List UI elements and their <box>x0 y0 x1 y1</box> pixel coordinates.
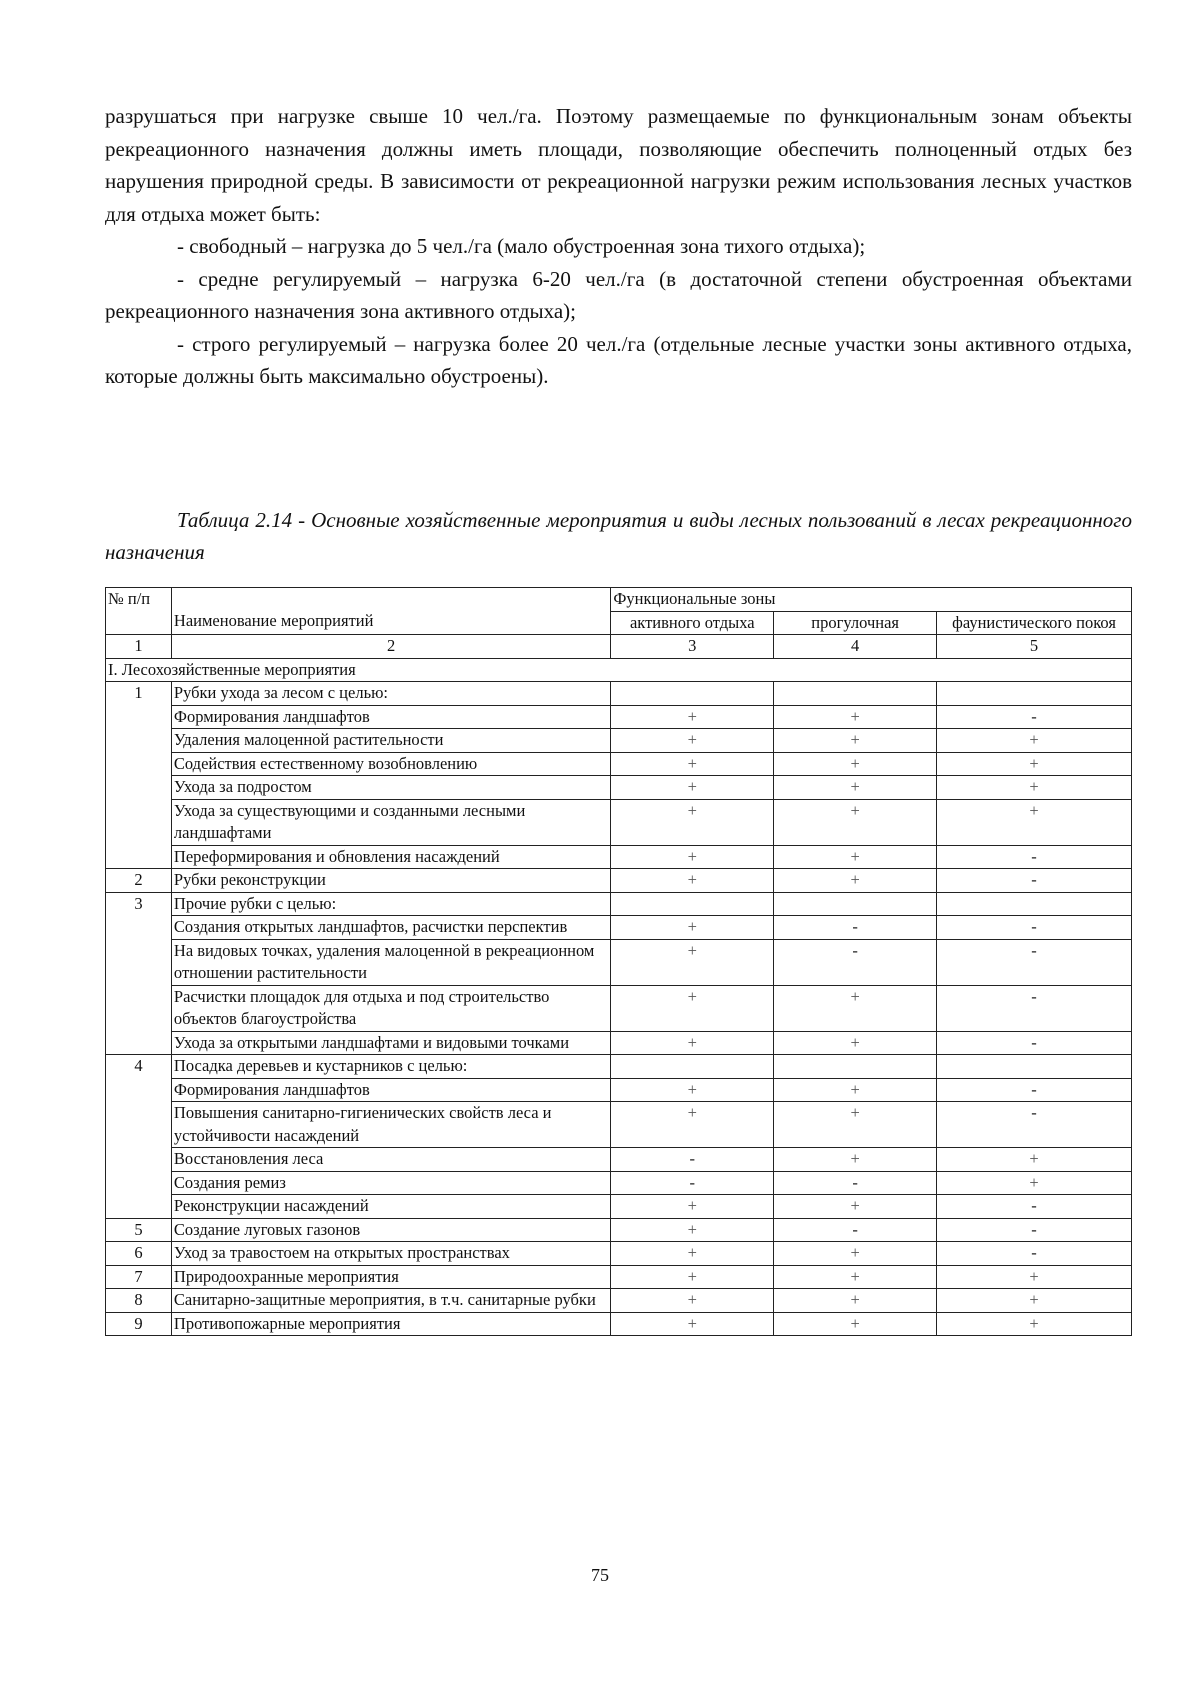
zone-active-cell: + <box>611 1031 774 1055</box>
measure-name: На видовых точках, удаления малоценной в рекреационном отношении растительности <box>171 939 610 985</box>
bullet-strict: - строго регулируемый – нагрузка более 20 чел./га (отдельные лесные участки зоны активного отдыха, которые должны быть максимально обустроены). <box>105 331 1132 388</box>
zone-active-cell: + <box>611 869 774 893</box>
bullet-medium: - средне регулируемый – нагрузка 6-20 чел./га (в достаточной степени обустроенная объектами рекреационного назначения зона активного отдыха); <box>105 266 1132 323</box>
zone-walking-cell: + <box>774 1265 937 1289</box>
table-row <box>106 939 1132 985</box>
measure-name: Создания открытых ландшафтов, расчистки перспектив <box>171 916 610 940</box>
bullet-free: - свободный – нагрузка до 5 чел./га (мало обустроенная зона тихого отдыха); <box>177 234 866 258</box>
row-number: 4 <box>106 1055 172 1219</box>
zone-walking-cell: + <box>774 705 937 729</box>
colnum: 1 <box>106 635 172 659</box>
zone-fauna-cell: - <box>937 845 1132 869</box>
zone-walking-cell: + <box>774 1078 937 1102</box>
table-row <box>106 869 1132 893</box>
zone-walking-cell: + <box>774 1102 937 1148</box>
measure-name: Ухода за открытыми ландшафтами и видовыми точками <box>171 1031 610 1055</box>
zone-walking-cell: + <box>774 1031 937 1055</box>
table-row <box>106 1312 1132 1336</box>
zone-active-cell: + <box>611 1289 774 1313</box>
measure-name: Реконструкции насаждений <box>171 1195 610 1219</box>
measures-table <box>105 587 1132 1336</box>
measure-name: Природоохранные мероприятия <box>171 1265 610 1289</box>
zone-active-cell: - <box>611 1148 774 1172</box>
measure-name: Формирования ландшафтов <box>171 1078 610 1102</box>
measure-name: Санитарно-защитные мероприятия, в т.ч. санитарные рубки <box>171 1289 610 1313</box>
measure-name: Посадка деревьев и кустарников с целью: <box>171 1055 610 1079</box>
zone-active-cell: + <box>611 1195 774 1219</box>
zone-fauna-cell <box>937 682 1132 706</box>
table-row <box>106 985 1132 1031</box>
measure-name: Создания ремиз <box>171 1171 610 1195</box>
zone-walking-cell <box>774 1055 937 1079</box>
zone-walking-cell: + <box>774 985 937 1031</box>
measure-name: Прочие рубки с целью: <box>171 892 610 916</box>
intro-text <box>105 100 1132 393</box>
zone-fauna-cell: + <box>937 729 1132 753</box>
colnum: 2 <box>171 635 610 659</box>
measure-name: Уход за травостоем на открытых пространствах <box>171 1242 610 1266</box>
colnum: 5 <box>937 635 1132 659</box>
zone-active-cell <box>611 682 774 706</box>
table-row <box>106 752 1132 776</box>
zone-fauna-cell: - <box>937 985 1132 1031</box>
zone-fauna-cell <box>937 1055 1132 1079</box>
colnum: 4 <box>774 635 937 659</box>
zone-walking-cell: + <box>774 752 937 776</box>
section-row <box>106 658 1132 682</box>
row-number: 2 <box>106 869 172 893</box>
table-row <box>106 1218 1132 1242</box>
zone-fauna-cell: - <box>937 1195 1132 1219</box>
table-row <box>106 776 1132 800</box>
measure-name: Переформирования и обновления насаждений <box>171 845 610 869</box>
zone-fauna-cell: - <box>937 1031 1132 1055</box>
table-row <box>106 705 1132 729</box>
row-number: 8 <box>106 1289 172 1313</box>
zone-walking-cell: - <box>774 916 937 940</box>
colnum: 3 <box>611 635 774 659</box>
measure-name: Ухода за подростом <box>171 776 610 800</box>
table-row <box>106 1102 1132 1148</box>
zone-active-cell: - <box>611 1171 774 1195</box>
zone-walking-cell: - <box>774 1171 937 1195</box>
zone-active-cell: + <box>611 799 774 845</box>
column-numbers-row <box>106 635 1132 659</box>
zone-fauna-cell: + <box>937 1265 1132 1289</box>
zone-walking-cell: + <box>774 1289 937 1313</box>
table-row <box>106 1148 1132 1172</box>
zone-fauna-cell: + <box>937 1312 1132 1336</box>
zone-active-cell: + <box>611 1265 774 1289</box>
zone-fauna-cell: - <box>937 705 1132 729</box>
zone-walking-cell: + <box>774 776 937 800</box>
table-row <box>106 1242 1132 1266</box>
table-row <box>106 1031 1132 1055</box>
measure-name: Формирования ландшафтов <box>171 705 610 729</box>
measure-name: Повышения санитарно-гигиенических свойств леса и устойчивости насаждений <box>171 1102 610 1148</box>
zone-active-cell: + <box>611 729 774 753</box>
zone-walking-cell: + <box>774 1242 937 1266</box>
measure-name: Восстановления леса <box>171 1148 610 1172</box>
row-number: 5 <box>106 1218 172 1242</box>
zone-walking-cell <box>774 682 937 706</box>
header-zones: Функциональные зоны <box>611 588 1132 612</box>
measure-name: Рубки реконструкции <box>171 869 610 893</box>
zone-fauna-cell: - <box>937 916 1132 940</box>
row-number: 6 <box>106 1242 172 1266</box>
table-row <box>106 845 1132 869</box>
intro-paragraph: разрушаться при нагрузке свыше 10 чел./га. Поэтому размещаемые по функциональным зонам объекты рекреационного назначения должны иметь площади, позволяющие обеспечить полноценный отдых без нарушения природной среды. В зависимости от рекреационной нагрузки режим использования лесных участков для отдыха может быть: <box>105 104 1132 226</box>
zone-walking-cell: - <box>774 939 937 985</box>
zone-active-cell: + <box>611 1102 774 1148</box>
header-zone-fauna: фаунистического покоя <box>937 611 1132 635</box>
zone-fauna-cell: - <box>937 939 1132 985</box>
zone-active-cell: + <box>611 1312 774 1336</box>
header-row <box>106 588 1132 612</box>
zone-active-cell: + <box>611 752 774 776</box>
table-caption: Таблица 2.14 - Основные хозяйственные мероприятия и виды лесных пользований в лесах рекреационного назначения <box>105 508 1132 564</box>
zone-active-cell: + <box>611 1078 774 1102</box>
zone-walking-cell: + <box>774 799 937 845</box>
zone-active-cell: + <box>611 1242 774 1266</box>
measure-name: Удаления малоценной растительности <box>171 729 610 753</box>
header-zone-walking: прогулочная <box>774 611 937 635</box>
zone-active-cell: + <box>611 939 774 985</box>
page-number: 75 <box>591 1565 609 1585</box>
zone-fauna-cell: + <box>937 799 1132 845</box>
zone-walking-cell: + <box>774 1148 937 1172</box>
zone-walking-cell: - <box>774 1218 937 1242</box>
table-row <box>106 729 1132 753</box>
zone-active-cell <box>611 1055 774 1079</box>
row-number: 3 <box>106 892 172 1055</box>
table-row <box>106 1195 1132 1219</box>
table-row <box>106 682 1132 706</box>
measure-name: Создание луговых газонов <box>171 1218 610 1242</box>
table-row <box>106 892 1132 916</box>
row-number: 7 <box>106 1265 172 1289</box>
table-row <box>106 1078 1132 1102</box>
zone-walking-cell <box>774 892 937 916</box>
zone-fauna-cell: - <box>937 1218 1132 1242</box>
measure-name: Противопожарные мероприятия <box>171 1312 610 1336</box>
header-zone-active: активного отдыха <box>611 611 774 635</box>
zone-active-cell: + <box>611 845 774 869</box>
zone-active-cell: + <box>611 985 774 1031</box>
table-row <box>106 799 1132 845</box>
table-row <box>106 1055 1132 1079</box>
zone-walking-cell: + <box>774 845 937 869</box>
zone-walking-cell: + <box>774 729 937 753</box>
measure-name: Содействия естественному возобновлению <box>171 752 610 776</box>
section-title: I. Лесохозяйственные мероприятия <box>106 658 1132 682</box>
zone-active-cell: + <box>611 1218 774 1242</box>
zone-walking-cell: + <box>774 1195 937 1219</box>
zone-fauna-cell: - <box>937 1078 1132 1102</box>
zone-walking-cell: + <box>774 1312 937 1336</box>
zone-active-cell: + <box>611 916 774 940</box>
row-number: 1 <box>106 682 172 869</box>
zone-fauna-cell: - <box>937 1242 1132 1266</box>
zone-fauna-cell: + <box>937 1171 1132 1195</box>
measure-name: Ухода за существующими и созданными лесными ландшафтами <box>171 799 610 845</box>
table-row <box>106 1171 1132 1195</box>
zone-active-cell: + <box>611 776 774 800</box>
table-row <box>106 1265 1132 1289</box>
zone-fauna-cell: + <box>937 1289 1132 1313</box>
header-name: Наименование мероприятий <box>171 588 610 635</box>
table-row <box>106 916 1132 940</box>
zone-fauna-cell: + <box>937 776 1132 800</box>
zone-walking-cell: + <box>774 869 937 893</box>
table-row <box>106 1289 1132 1313</box>
zone-fauna-cell <box>937 892 1132 916</box>
zone-active-cell: + <box>611 705 774 729</box>
zone-fauna-cell: - <box>937 869 1132 893</box>
row-number: 9 <box>106 1312 172 1336</box>
header-num: № п/п <box>106 588 172 635</box>
measure-name: Рубки ухода за лесом с целью: <box>171 682 610 706</box>
zone-active-cell <box>611 892 774 916</box>
zone-fauna-cell: - <box>937 1102 1132 1148</box>
zone-fauna-cell: + <box>937 752 1132 776</box>
zone-fauna-cell: + <box>937 1148 1132 1172</box>
measure-name: Расчистки площадок для отдыха и под строительство объектов благоустройства <box>171 985 610 1031</box>
